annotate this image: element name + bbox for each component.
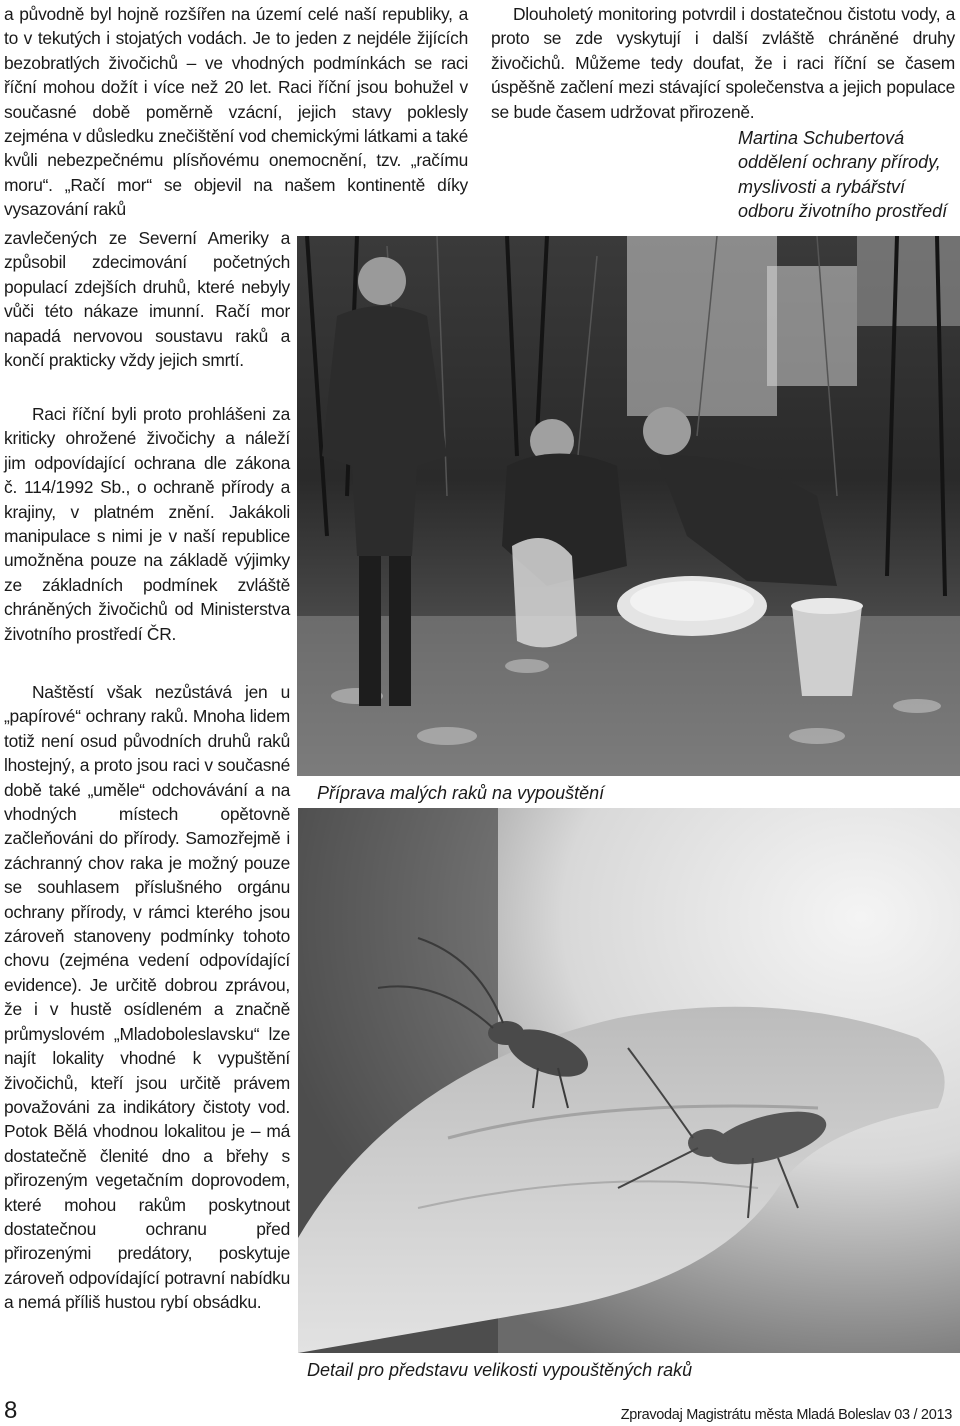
body-paragraph-1-continued: zavlečených ze Severní Ameriky a způsobil zdecimování početných populací zdejších druhů, které nebyly vůči této nákaze imunní. Račí mor napadá nervovou soustavu raků a končí prakticky vždy jejich smrtí. [4, 228, 290, 371]
photo-crayfish-hand [298, 808, 960, 1353]
bottom-photo-caption: Detail pro představu velikosti vypouštěných raků [307, 1360, 693, 1380]
photo-crayfish-preparation [297, 236, 960, 776]
right-column-paragraph: Dlouholetý monitoring potvrdil i dostatečnou čistotu vody, a proto se zde vyskytují i další zvláště chráněné druhy živočichů. Můžeme tedy doufat, že i raci říční se časem úspěšně začlení mezi stávající společenstva a jejich populace se bude časem udržovat přirozeně. [491, 4, 955, 122]
author-office: odboru životního prostředí [738, 201, 948, 222]
author-department: oddělení ochrany přírody, [738, 152, 941, 173]
author-name: Martina Schubertová [738, 128, 905, 148]
intro-paragraph: a původně byl hojně rozšířen na území celé naší republiky, a to v tekutých i stojatých vodách. Je to jeden z nejdéle žijících bezobratlých živočichů – ve vhodných podmínkách se raci říční mohou dožít i více než 20 let. Raci říční jsou bohužel v současné době poměrně vzácní, jejich stavy poklesly zejména v důsledku znečištění vod chemickými látkami a také kvůli nebezpečnému plísňovému onemocnění, tzv. „račímu moru“. „Račí mor“ se objevil na našem kontinentě díky vysazování raků [4, 4, 468, 220]
page-number: 8 [4, 1397, 18, 1424]
body-paragraph-2: Raci říční byli proto prohlášeni za kriticky ohrožené živočichy a náleží jim odpovídající ochrana dle zákona č. 114/1992 Sb., o ochraně přírody a krajiny, v platném znění. Jakákoli manipulace s nimi je v naší republice umožněna pouze na základě výjimky ze základních podmínek zvláště chráněných živočichů od Ministerstva životního prostředí ČR. [4, 404, 290, 644]
photo-crayfish-preparation-image [297, 236, 960, 776]
top-photo-caption: Příprava malých raků na vypouštění [317, 783, 605, 803]
publication-footer: Zpravodaj Magistrátu města Mladá Boleslav 03 / 2013 [620, 1407, 952, 1423]
body-paragraph-3: Naštěstí však nezůstává jen u „papírové“ ochrany raků. Mnoha lidem totiž není osud původních druhů raků lhostejný, a proto jsou raci v současné době také „uměle“ odchovávání a na vhodných místech opětovně začleňováni do přírody. Samozřejmě i záchranný chov raka je možný pouze se souhlasem příslušného orgánu ochrany přírody, v rámci kterého jsou zároveň stanoveny podmínky tohoto chovu (zejména vedení odpovídající evidence). Je určitě dobrou zprávou, že i v hustě osídleném a značně průmyslovém „Mladoboleslavsku“ lze najít lokality vhodné k vypuštění živočichů, kteří jsou určitě právem považováni za indikátory čistoty vod. Potok Bělá vhodnou lokalitou je – má dostatečně členité dno a břehy s přirozeným vegetačním doprovodem, které mohou rakům poskytnout dostatečnou ochranu před přirozenými predátory, poskytuje zároveň odpovídající potravní nabídku a nemá příliš hustou rybí obsádku. [4, 682, 290, 1313]
author-signature [738, 126, 960, 224]
photo-crayfish-hand-image [298, 808, 960, 1353]
author-section: myslivosti a rybářství [738, 176, 906, 197]
